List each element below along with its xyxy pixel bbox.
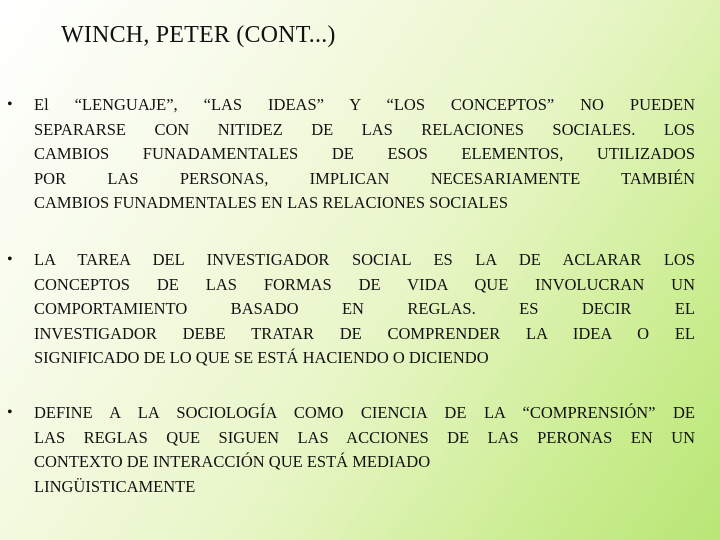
bullet-text-line: SEPARARSE CON NITIDEZ DE LAS RELACIONES SOCIALES. LOS bbox=[34, 119, 695, 139]
bullet-text-line: LINGÜISTICAMENTE bbox=[34, 476, 196, 496]
bullet-text-line: POR LAS PERSONAS, IMPLICAN NECESARIAMENTE TAMBIÉN bbox=[34, 168, 695, 188]
slide-title: WINCH, PETER (CONT...) bbox=[61, 22, 336, 48]
bullet-text-line: CAMBIOS FUNADMENTALES EN LAS RELACIONES SOCIALES bbox=[34, 193, 508, 212]
bullet-text-line: CAMBIOS FUNADAMENTALES DE ESOS ELEMENTOS, UTILIZADOS bbox=[34, 144, 695, 163]
bullet-dot-icon: • bbox=[7, 251, 13, 268]
bullet-item-language bbox=[7, 93, 695, 216]
bullet-text-line: LA TAREA DEL INVESTIGADOR SOCIAL ES LA DE ACLARAR LOS bbox=[34, 250, 695, 269]
bullet-text-line: SIGNIFICADO DE LO QUE SE ESTÁ HACIENDO O DICIENDO bbox=[34, 348, 489, 367]
bullet-dot-icon: • bbox=[7, 404, 13, 421]
bullet-item-researcher-task bbox=[7, 248, 695, 371]
bullet-text-line: LAS REGLAS QUE SIGUEN LAS ACCIONES DE LAS PERONAS EN UN bbox=[34, 427, 695, 447]
bullet-text-line: CONCEPTOS DE LAS FORMAS DE VIDA QUE INVOLUCRAN UN bbox=[34, 274, 695, 294]
bullet-dot-icon: • bbox=[7, 96, 13, 113]
bullet-text-line: DEFINE A LA SOCIOLOGÍA COMO CIENCIA DE LA “COMPRENSIÓN” DE bbox=[34, 403, 695, 422]
bullet-text-line: CONTEXTO DE INTERACCIÓN QUE ESTÁ MEDIADO bbox=[34, 452, 431, 471]
bullet-text-line: COMPORTAMIENTO BASADO EN REGLAS. ES DECIR EL bbox=[34, 299, 695, 318]
bullet-item-sociology-definition bbox=[7, 401, 695, 499]
bullet-text-line: INVESTIGADOR DEBE TRATAR DE COMPRENDER LA IDEA O EL bbox=[34, 323, 695, 343]
bullet-text-line: El “LENGUAJE”, “LAS IDEAS” Y “LOS CONCEPTOS” NO PUEDEN bbox=[34, 95, 695, 114]
